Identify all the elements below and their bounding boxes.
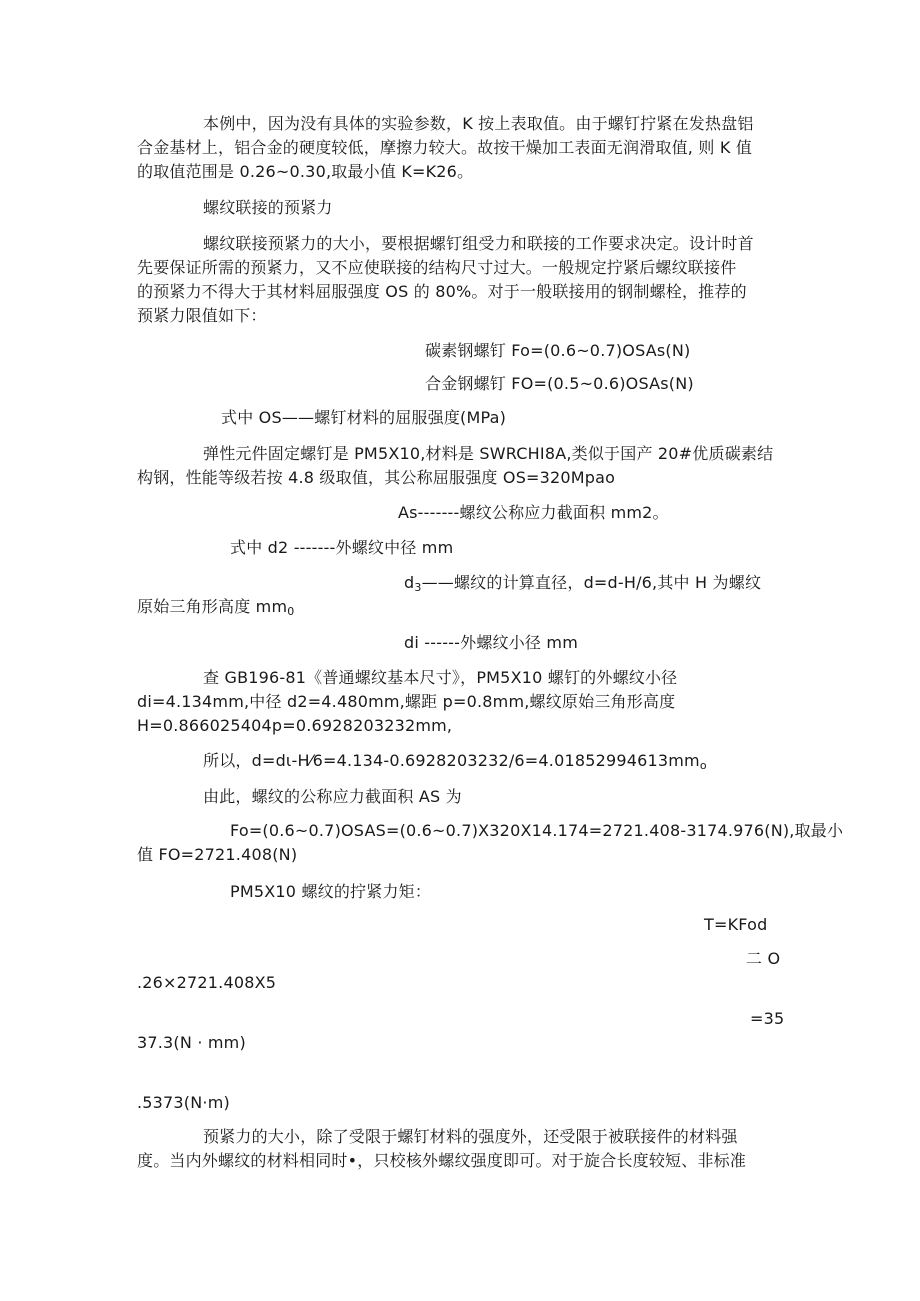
d3-symbol: d <box>404 573 415 592</box>
section-heading: 螺纹联接的预紧力 <box>203 198 333 217</box>
definition-d3-line-1 <box>404 572 761 599</box>
paragraph-6: 由此，螺纹的公称应力截面积 AS 为 <box>203 787 462 806</box>
paragraph-7-line-1: Fo=(0.6~0.7)OSAS=(0.6~0.7)X320X14.174=2721.408-3174.976(N),取最小 <box>230 821 844 840</box>
formula-carbon-steel: 碳素钢螺钉 Fo=(0.6~0.7)OSAs(N) <box>425 341 691 360</box>
formula-alloy-steel: 合金钢螺钉 FO=(0.5~0.6)OSAs(N) <box>425 374 694 393</box>
torque-value-2: 37.3(N · mm) <box>137 1033 246 1052</box>
d3-subscript: 3 <box>414 581 422 594</box>
paragraph-9-line-1: 预紧力的大小，除了受限于螺钉材料的强度外，还受限于被联接件的材料强 <box>203 1127 738 1146</box>
paragraph-5-subscript: o <box>699 759 707 772</box>
torque-value-3: .5373(N·m) <box>137 1093 230 1112</box>
paragraph-1-line-3: 的取值范围是 0.26~0.30,取最小值 K=K26。 <box>137 162 474 181</box>
paragraph-9-line-2: 度。当内外螺纹的材料相同时•，只校核外螺纹强度即可。对于旋合长度较短、非标准 <box>137 1151 747 1170</box>
paragraph-4-line-1: 查 GB196-81《普通螺纹基本尺寸》，PM5X10 螺钉的外螺纹小径 <box>203 668 678 687</box>
paragraph-3-line-1: 弹性元件固定螺钉是 PM5X10,材料是 SWRCHI8A,类似于国产 20#优质碳素结 <box>203 444 774 463</box>
paragraph-4-line-3: H=0.866025404p=0.6928203232mm, <box>137 716 453 735</box>
torque-formula: T=KFod <box>704 915 768 934</box>
definition-d3-line-2 <box>137 596 294 623</box>
paragraph-5-text: 所以，d=dι-H⁄6=4.134-0.6928203232/6=4.01852994613mm <box>203 751 700 770</box>
d3-line-2-text: 原始三角形高度 mm <box>137 597 288 616</box>
paragraph-5 <box>203 750 707 777</box>
torque-equals-1: 二 O <box>746 949 781 968</box>
definition-os: 式中 OS——螺钉材料的屈服强度(MPa) <box>221 408 507 427</box>
definition-d1: di ------外螺纹小径 mm <box>404 633 578 652</box>
d3-description: ——螺纹的计算直径，d=d-H/6,其中 H 为螺纹 <box>421 573 762 592</box>
d3-line-2-subscript: 0 <box>287 605 295 618</box>
torque-equals-2: =35 <box>750 1009 785 1028</box>
paragraph-1-line-2: 合金基材上，铝合金的硬度较低，摩擦力较大。故按干燥加工表面无润滑取值, 则 K 值 <box>137 138 753 157</box>
paragraph-4-line-2: di=4.134mm,中径 d2=4.480mm,螺距 p=0.8mm,螺纹原始三角形高度 <box>137 692 676 711</box>
paragraph-2-line-3: 的预紧力不得大于其材料屈服强度 OS 的 80%。对于一般联接用的钢制螺栓，推荐的 <box>137 282 747 301</box>
paragraph-8: PM5X10 螺纹的拧紧力矩： <box>230 882 432 901</box>
paragraph-2-line-4: 预紧力限值如下： <box>137 306 267 325</box>
paragraph-7-line-2: 值 FO=2721.408(N) <box>137 845 298 864</box>
torque-value-1: .26×2721.408X5 <box>137 973 277 992</box>
paragraph-2-line-1: 螺纹联接预紧力的大小，要根据螺钉组受力和联接的工作要求决定。设计时首 <box>203 234 754 253</box>
definition-as: As-------螺纹公称应力截面积 mm2。 <box>398 503 669 522</box>
definition-d2: 式中 d2 -------外螺纹中径 mm <box>230 538 454 557</box>
paragraph-1-line-1: 本例中，因为没有具体的实验参数，K 按上表取值。由于螺钉拧紧在发热盘铝 <box>203 114 754 133</box>
paragraph-3-line-2: 构钢，性能等级若按 4.8 级取值，其公称屈服强度 OS=320Mpao <box>137 468 616 487</box>
paragraph-2-line-2: 先要保证所需的预紧力，又不应使联接的结构尺寸过大。一般规定拧紧后螺纹联接件 <box>137 258 737 277</box>
